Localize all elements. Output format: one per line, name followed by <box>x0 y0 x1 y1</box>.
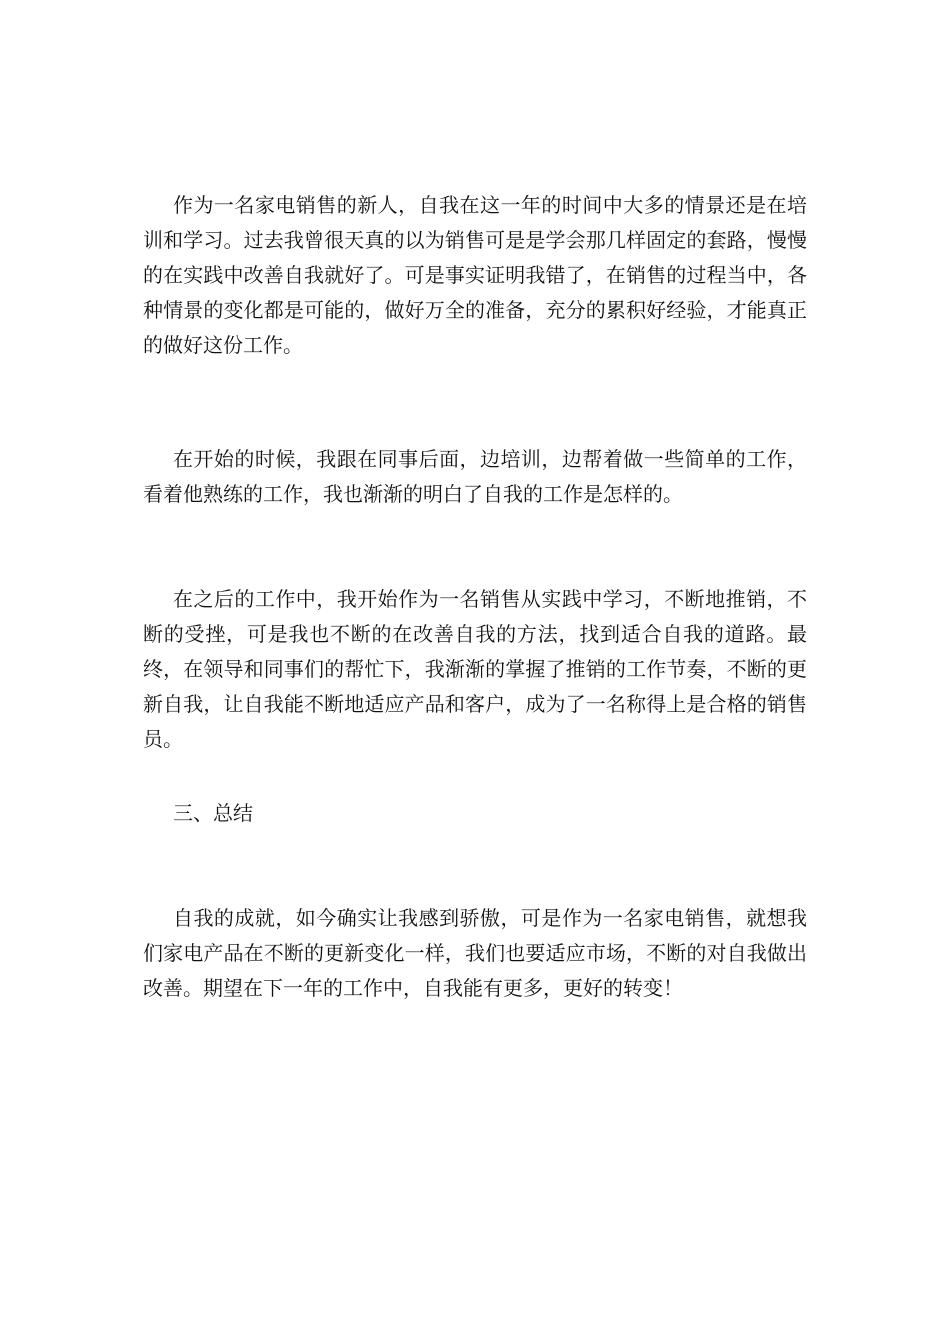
section-heading-summary: 三、总结 <box>173 801 253 825</box>
paragraph-later-work: 在之后的工作中，我开始作为一名销售从实践中学习，不断地推销，不断的受挫，可是我也不断的在改善自我的方法，找到适合自我的道路。最终，在领导和同事们的帮忙下，我渐渐的掌握了推销的工作节奏，不断的更新自我，让自我能不断地适应产品和客户，成为了一名称得上是合格的销售员。 <box>143 587 807 751</box>
paragraph-beginning: 在开始的时候，我跟在同事后面，边培训，边帮着做一些简单的工作，看着他熟练的工作，我也渐渐的明白了自我的工作是怎样的。 <box>143 447 807 506</box>
paragraph-conclusion: 自我的成就，如今确实让我感到骄傲，可是作为一名家电销售，就想我们家电产品在不断的更新变化一样，我们也要适应市场，不断的对自我做出改善。期望在下一年的工作中，自我能有更多，更好的转变！ <box>143 906 807 1000</box>
paragraph-intro: 作为一名家电销售的新人，自我在这一年的时间中大多的情景还是在培训和学习。过去我曾很天真的以为销售可是是学会那几样固定的套路，慢慢的在实践中改善自我就好了。可是事实证明我错了，在销售的过程当中，各种情景的变化都是可能的，做好万全的准备，充分的累积好经验，才能真正的做好这份工作。 <box>143 193 807 357</box>
